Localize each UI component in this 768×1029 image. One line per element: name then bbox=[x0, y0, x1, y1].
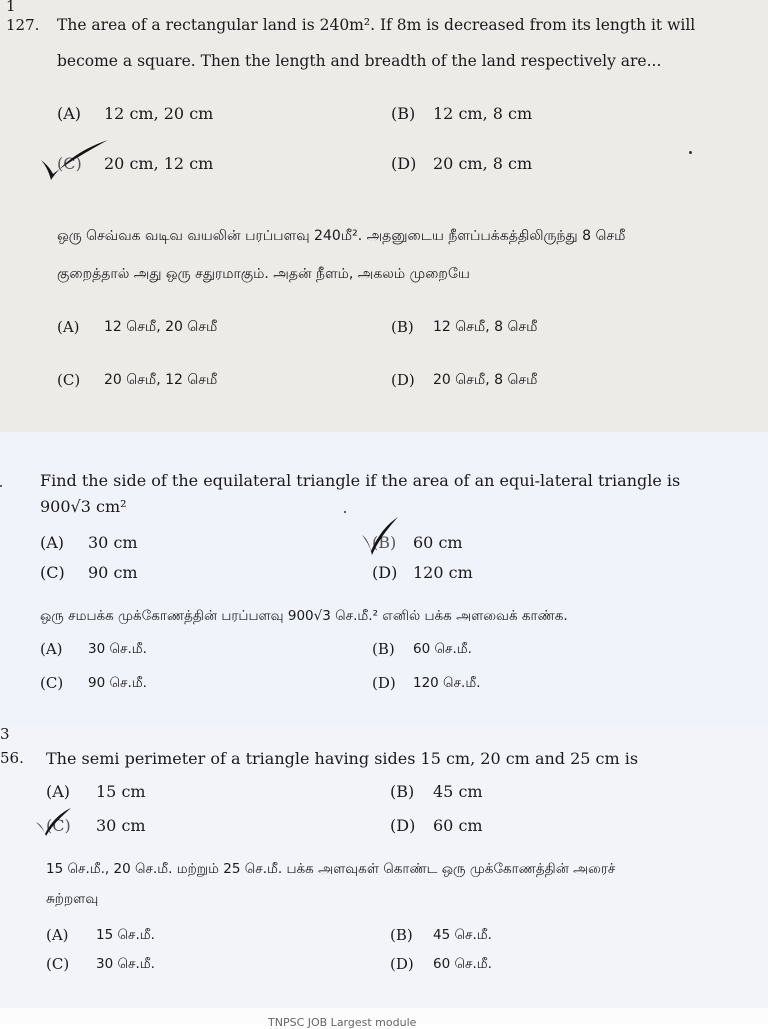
question-number: 56. bbox=[0, 749, 24, 767]
question-text-ta-line2: குறைத்தால் அது ஒரு சதுரமாகும். அதன் நீளம், அகலம் முறையே bbox=[57, 266, 470, 282]
question-text-ta-line1: ஒரு சமபக்க முக்கோணத்தின் பரப்பளவு 900√3 செ.மீ.² எனில் பக்க அளவைக் காண்க. bbox=[40, 608, 568, 624]
question-text-ta-line1: 15 செ.மீ., 20 செ.மீ. மற்றும் 25 செ.மீ. பக்க அளவுகள் கொண்ட ஒரு முக்கோணத்தின் அரைச் bbox=[46, 861, 616, 877]
option-a-text: 30 cm bbox=[88, 533, 138, 552]
question-text-en-line2: become a square. Then the length and breadth of the land respectively are... bbox=[57, 52, 662, 70]
question-equilateral-section bbox=[0, 432, 768, 725]
ink-speck bbox=[344, 511, 346, 513]
option-c-letter-ta: (C) bbox=[46, 955, 70, 973]
option-b-text: 12 cm, 8 cm bbox=[433, 104, 533, 123]
option-d-text-ta: 20 செமீ, 8 செமீ bbox=[433, 372, 538, 388]
option-b-text-ta: 45 செ.மீ. bbox=[433, 927, 492, 943]
option-d-letter-ta: (D) bbox=[390, 955, 414, 973]
option-a-letter: (A) bbox=[57, 104, 82, 123]
option-d-text-ta: 60 செ.மீ. bbox=[433, 956, 492, 972]
option-d-text: 60 cm bbox=[433, 816, 483, 835]
option-c-letter: (C) bbox=[57, 154, 82, 173]
option-c-text: 20 cm, 12 cm bbox=[104, 154, 214, 173]
checkmark-icon bbox=[360, 515, 402, 557]
option-a-letter: (A) bbox=[40, 533, 65, 552]
option-b-letter: (B) bbox=[390, 782, 415, 801]
option-a-letter-ta: (A) bbox=[46, 926, 69, 944]
option-a-text: 12 cm, 20 cm bbox=[104, 104, 214, 123]
option-b-letter-ta: (B) bbox=[391, 318, 414, 336]
option-b-letter: (B) bbox=[372, 533, 397, 552]
option-b-text: 60 cm bbox=[413, 533, 463, 552]
option-c-text-ta: 90 செ.மீ. bbox=[88, 675, 147, 691]
option-a-letter: (A) bbox=[46, 782, 71, 801]
option-d-letter: (D) bbox=[390, 816, 416, 835]
question-text-en-line1: The semi perimeter of a triangle having sides 15 cm, 20 cm and 25 cm is bbox=[46, 749, 639, 768]
footer-text: TNPSC JOB Largest module bbox=[268, 1016, 417, 1029]
question-text-en-line1: The area of a rectangular land is 240m². If 8m is decreased from its length it will bbox=[57, 16, 696, 34]
question-number: 127. bbox=[6, 16, 40, 34]
ink-speck bbox=[689, 151, 692, 154]
checkmark-icon bbox=[34, 806, 74, 838]
corner-mark: 3 bbox=[0, 725, 10, 743]
option-d-text: 120 cm bbox=[413, 563, 473, 582]
option-b-letter-ta: (B) bbox=[390, 926, 413, 944]
question-56-section bbox=[0, 725, 768, 1008]
option-a-text-ta: 15 செ.மீ. bbox=[96, 927, 155, 943]
option-a-text-ta: 12 செமீ, 20 செமீ bbox=[104, 319, 218, 335]
option-c-letter: (C) bbox=[46, 816, 71, 835]
option-a-text: 15 cm bbox=[96, 782, 146, 801]
option-a-text-ta: 30 செ.மீ. bbox=[88, 641, 147, 657]
option-c-text: 90 cm bbox=[88, 563, 138, 582]
option-d-letter: (D) bbox=[372, 563, 398, 582]
question-text-en-line2: 900√3 cm² bbox=[40, 497, 127, 516]
option-b-text-ta: 12 செமீ, 8 செமீ bbox=[433, 319, 538, 335]
option-b-letter-ta: (B) bbox=[372, 640, 395, 658]
question-text-en-line1: Find the side of the equilateral triangle if the area of an equi-lateral triangle is bbox=[40, 471, 681, 490]
option-d-letter: (D) bbox=[391, 154, 417, 173]
option-d-text: 20 cm, 8 cm bbox=[433, 154, 533, 173]
option-c-letter-ta: (C) bbox=[57, 371, 81, 389]
option-d-letter-ta: (D) bbox=[372, 674, 396, 692]
option-d-text-ta: 120 செ.மீ. bbox=[413, 675, 481, 691]
option-d-letter-ta: (D) bbox=[391, 371, 415, 389]
option-a-letter-ta: (A) bbox=[57, 318, 80, 336]
option-b-letter: (B) bbox=[391, 104, 416, 123]
question-text-ta-line1: ஒரு செவ்வக வடிவ வயலின் பரப்பளவு 240மீ². அதனுடைய நீளப்பக்கத்திலிருந்து 8 செமீ bbox=[57, 228, 626, 244]
footer-strip bbox=[0, 1008, 768, 1029]
option-b-text-ta: 60 செ.மீ. bbox=[413, 641, 472, 657]
checkmark-icon bbox=[38, 136, 110, 184]
option-c-text-ta: 30 செ.மீ. bbox=[96, 956, 155, 972]
question-127-section bbox=[0, 0, 768, 432]
option-c-text-ta: 20 செமீ, 12 செமீ bbox=[104, 372, 218, 388]
option-a-letter-ta: (A) bbox=[40, 640, 63, 658]
ink-speck bbox=[0, 485, 2, 487]
option-b-text: 45 cm bbox=[433, 782, 483, 801]
option-c-letter: (C) bbox=[40, 563, 65, 582]
corner-mark: 1 bbox=[6, 0, 16, 15]
question-text-ta-line2: சுற்றளவு bbox=[46, 891, 99, 907]
option-c-text: 30 cm bbox=[96, 816, 146, 835]
option-c-letter-ta: (C) bbox=[40, 674, 64, 692]
